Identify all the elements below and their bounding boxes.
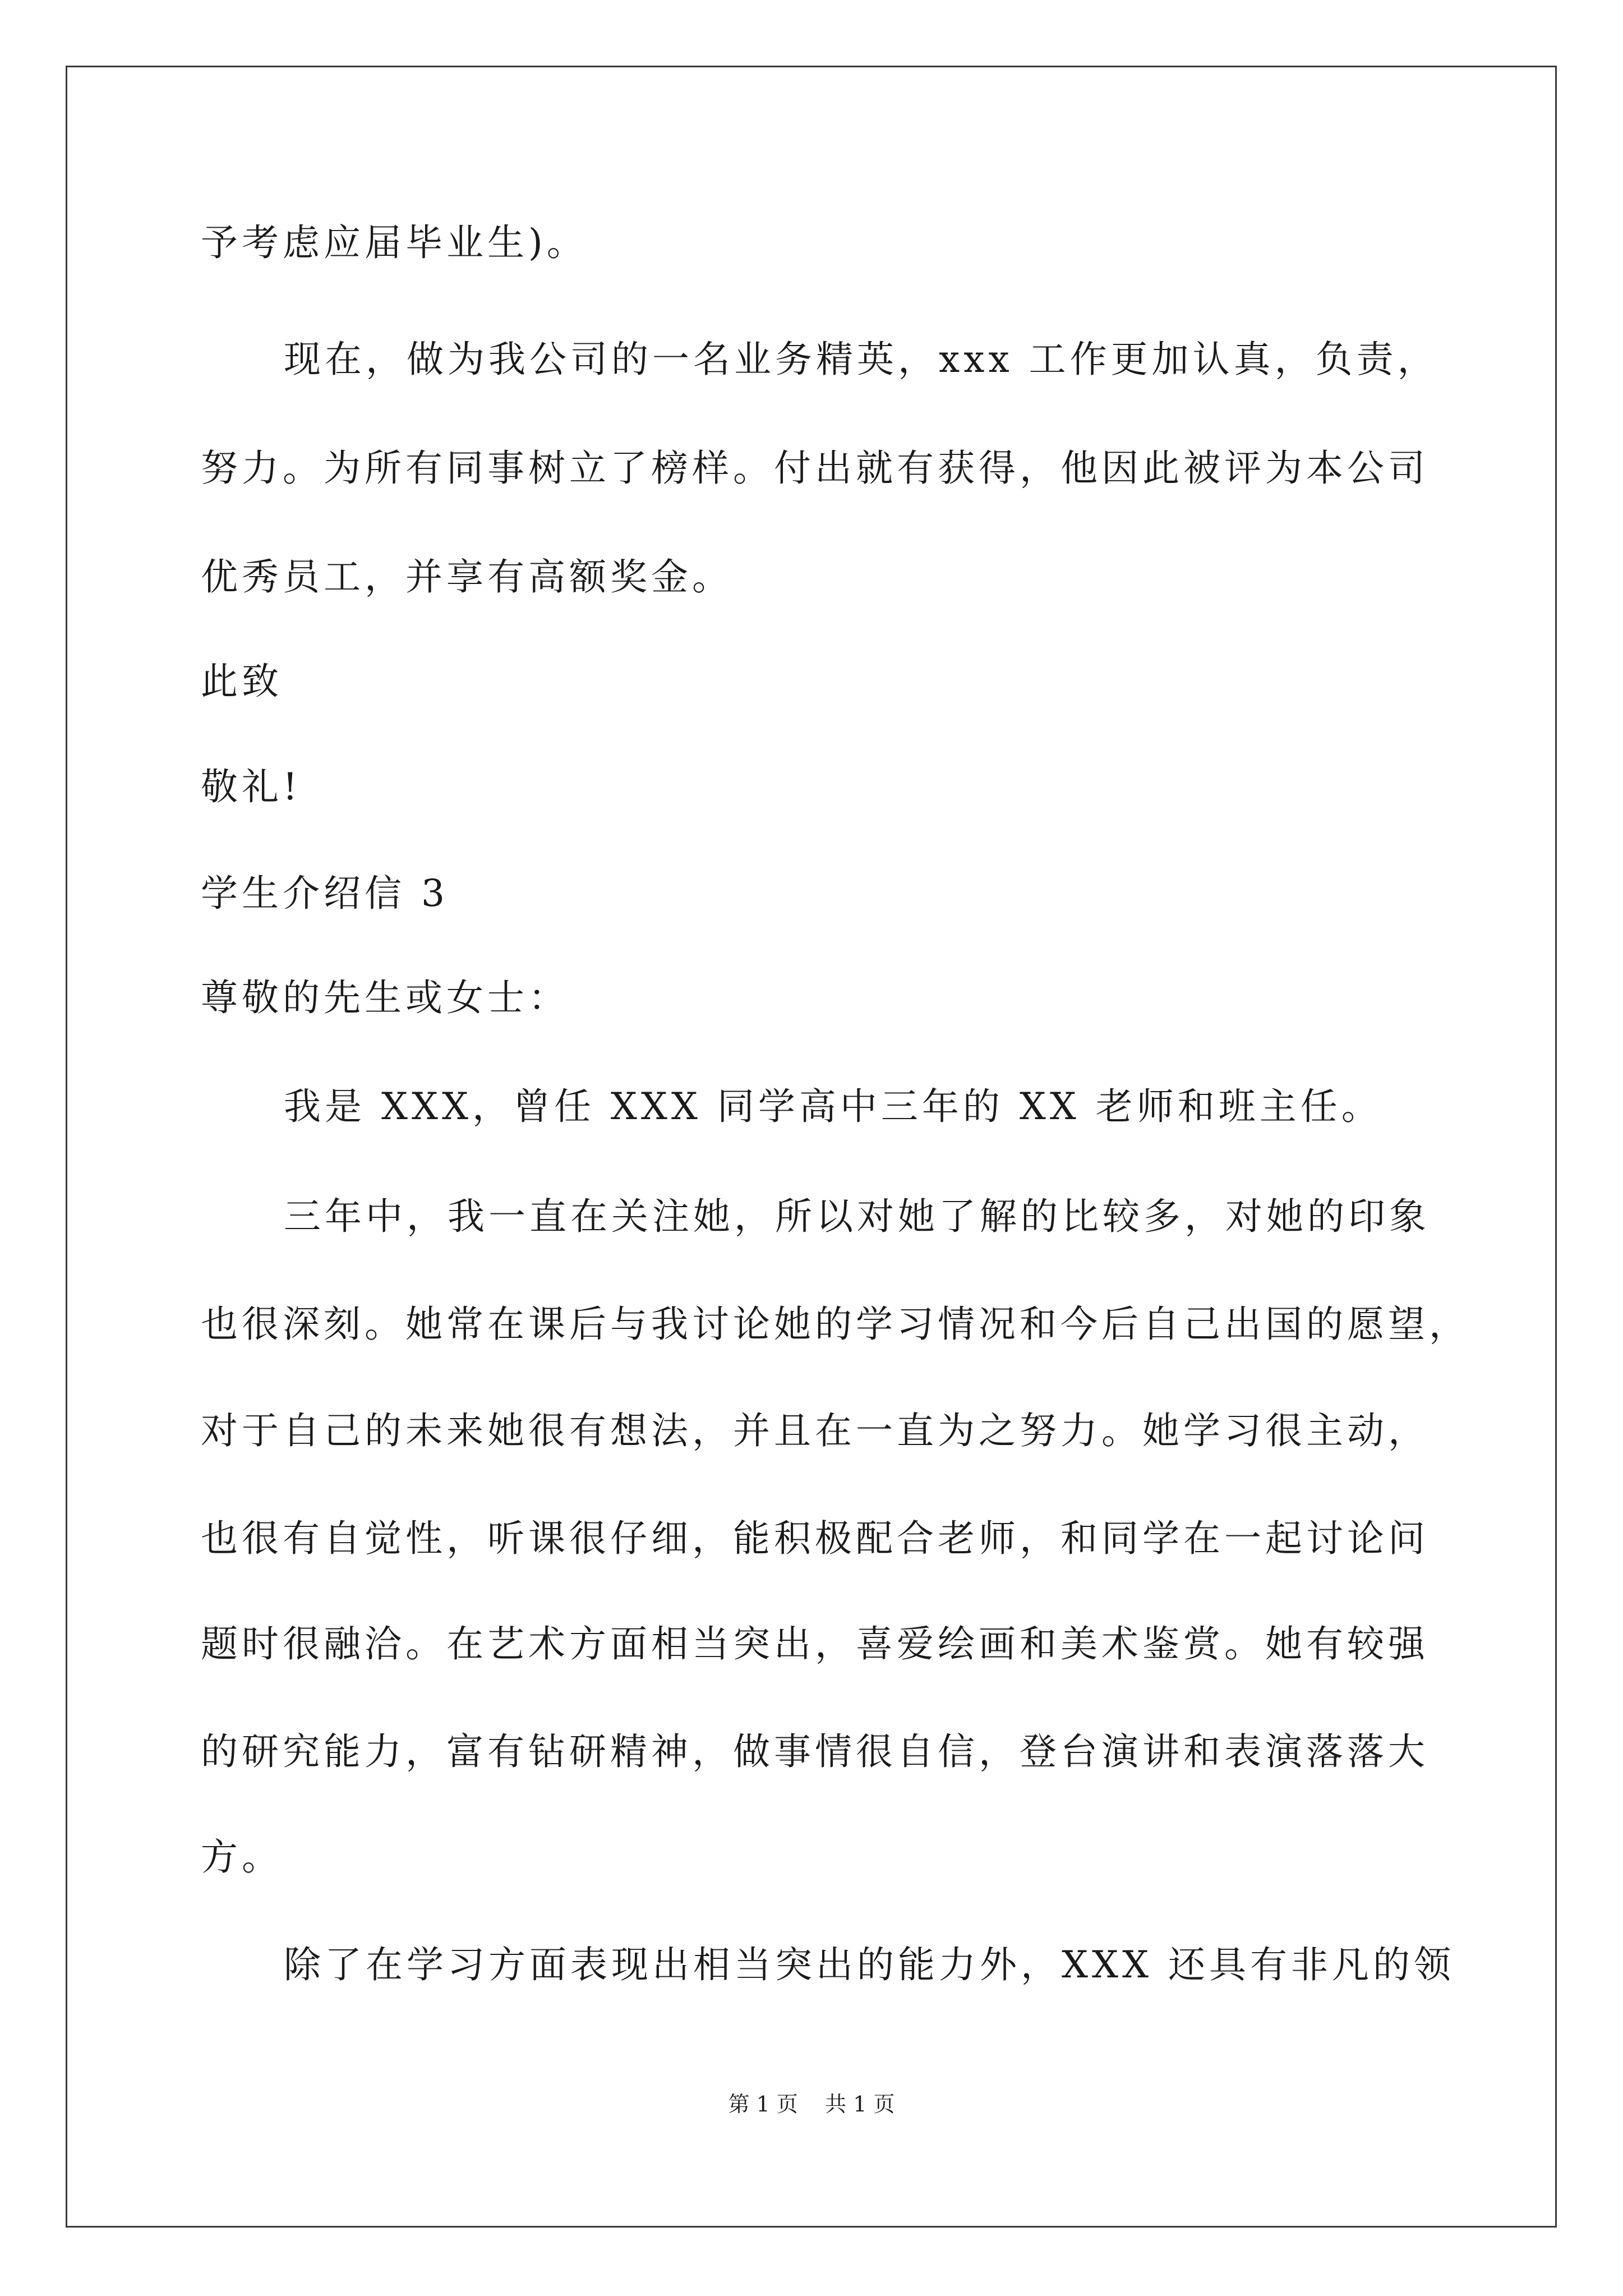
text-line: 的研究能力，富有钻研精神，做事情很自信，登台演讲和表演落落大: [201, 1730, 1429, 1773]
paragraph-line: 三年中，我一直在关注她，所以对她了解的比较多，对她的印象: [284, 1195, 1430, 1238]
paragraph-line: 除了在学习方面表现出相当突出的能力外，XXX 还具有非凡的领: [284, 1943, 1455, 1986]
page-border: [66, 66, 1557, 2228]
paragraph-line: 现在，做为我公司的一名业务精英，xxx 工作更加认真，负责，: [284, 338, 1438, 381]
text-line: 予考虑应届毕业生)。: [201, 221, 588, 264]
text-line: 优秀员工，并享有高额奖金。: [201, 555, 733, 599]
closing-salutation: 此致: [201, 660, 283, 703]
page-number-footer: 第 1 页 共 1 页: [728, 2092, 895, 2116]
greeting: 尊敬的先生或女士：: [201, 976, 569, 1019]
text-line: 也很深刻。她常在课后与我讨论她的学习情况和今后自己出国的愿望，: [201, 1303, 1470, 1346]
text-line: 努力。为所有同事树立了榜样。付出就有获得，他因此被评为本公司: [201, 447, 1429, 490]
section-title: 学生介绍信 3: [201, 872, 449, 915]
text-line: 也很有自觉性，听课很仔细，能积极配合老师，和同学在一起讨论问: [201, 1517, 1429, 1560]
closing-regards: 敬礼!: [201, 765, 302, 808]
paragraph-line: 我是 XXX，曾任 XXX 同学高中三年的 XX 老师和班主任。: [284, 1085, 1382, 1128]
text-line: 题时很融洽。在艺术方面相当突出，喜爱绘画和美术鉴赏。她有较强: [201, 1622, 1429, 1665]
text-line: 方。: [201, 1835, 283, 1879]
text-line: 对于自己的未来她很有想法，并且在一直为之努力。她学习很主动，: [201, 1409, 1429, 1452]
